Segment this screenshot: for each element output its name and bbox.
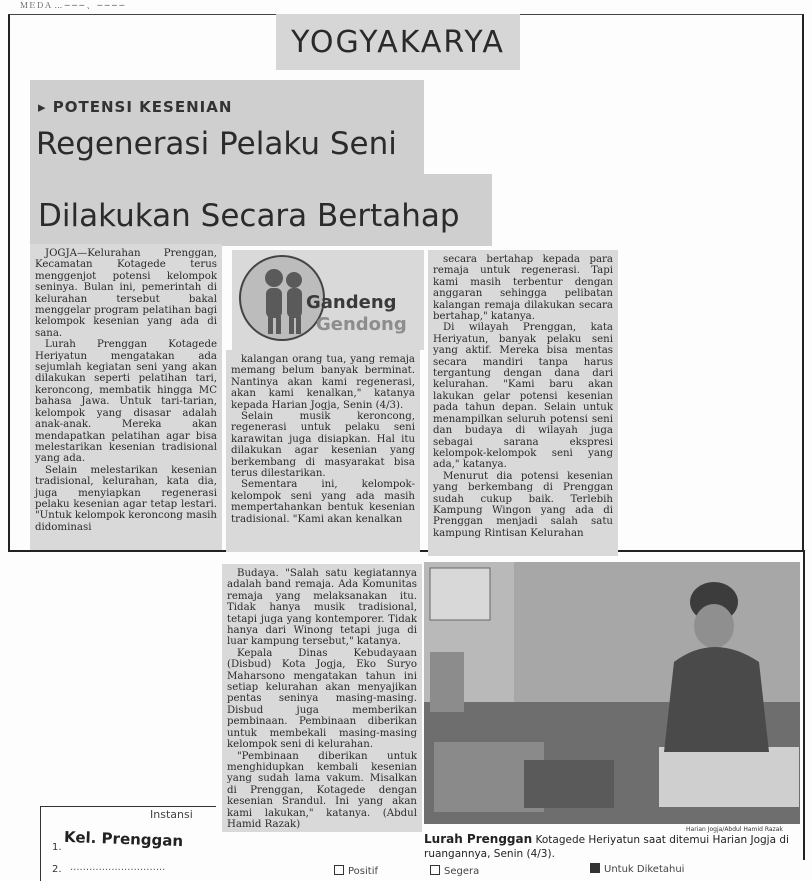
paragraph: "Pembinaan diberikan untuk menghidupkan kembali kesenian yang sudah lama vakum. Misalkan di Prenggan, Kotagede dengan kesenian Srandul. Ini yang akan kami lakukan," katanya. (Abdul Hamid Razak) (227, 750, 417, 830)
paragraph: Selain melestarikan kesenian tradisional, kelurahan, kata dia, juga menyiapkan regenerasi pelaku kesenian agar tetap lestari. "Untuk kelompok keroncong masih didominasi (35, 464, 217, 533)
option-segera[interactable]: Segera (430, 865, 479, 877)
paragraph: Budaya. "Salah satu kegiatannya adalah band remaja. Ada Komunitas remaja yang melaksanakan itu. Tidak hanya musik tradisional, tetapi juga yang kontemporer. Tidak hanya dari Winong tetapi juga di luar kampung tersebut," katanya. (227, 568, 417, 648)
headline-line-2: Dilakukan Secara Bertahap (30, 174, 492, 246)
paragraph: secara bertahap kepada para remaja untuk regenerasi. Tapi kami masih terbentur dengan anggaran sehingga pelibatan kalangan remaja dilakukan secara bertahap," katanya. (433, 254, 613, 323)
checkbox-icon[interactable] (334, 865, 344, 875)
photo-credit: Harian Jogja/Abdul Hamid Razak (686, 826, 783, 833)
article-photo (424, 562, 800, 824)
office-scene-image (424, 562, 800, 824)
article-column-1 (30, 244, 222, 550)
form-divider (40, 806, 216, 807)
checkbox-icon[interactable] (430, 865, 440, 875)
paragraph: Menurut dia potensi kesenian yang berkembang di Prenggan sudah cukup baik. Terlebih Kampung Wingon yang ada di Prenggan menjadi salah satu kampung Rintisan Kelurahan (433, 470, 613, 539)
option-positif[interactable]: Positif (334, 865, 378, 877)
masthead: YOGYAKARYA (276, 14, 520, 70)
kicker-text: POTENSI KESENIAN (52, 98, 233, 116)
checkbox-checked-icon[interactable] (590, 863, 600, 873)
paragraph: Kepala Dinas Kebudayaan (Disbud) Kota Jogja, Eko Suryo Maharsono mengatakan tahun ini setiap kelurahan akan menyajikan pentas seninya masing-masing. Disbud juga memberikan pembinaan. Pembinaan diberikan untuk membekali masing-masing kelompok seni di kelurahan. (227, 647, 417, 751)
section-kicker: ▸ POTENSI KESENIAN (30, 80, 424, 118)
top-scribble: ＭＥＤＡ ... ─ ─ ─ 、 ─ ─ ─ ─ (20, 1, 125, 10)
row-2-blank: .............................. (70, 862, 166, 873)
caption-name: Lurah Prenggan (424, 832, 533, 846)
caption-text: Kotagede Heriyatun saat ditemui Harian Jogja di ruangannya, Senin (4/3). (424, 834, 789, 860)
paragraph: Selain musik keroncong, regenerasi untuk pelaku seni karawitan juga disiapkan. Hal itu dilakukan agar kesenian yang berkembang di masyarakat bisa terus dilestarikan. (231, 411, 415, 480)
paragraph: JOGJA—Kelurahan Prenggan, Kecamatan Kotagede terus menggenjot potensi kelompok seninya. Bulan ini, pemerintah di kelurahan tersebut bakal menggelar program pelatihan bagi kelompok kesenian yang ada di sana. (35, 248, 217, 339)
row-number-1: 1. (52, 842, 62, 853)
paragraph: kalangan orang tua, yang remaja memang belum banyak berminat. Nantinya akan kami regenerasi, akan kami kenalkan," katanya kepada Harian Jogja, Senin (4/3). (231, 354, 415, 411)
handwritten-institution: Kel. Prenggan (63, 827, 184, 851)
headline-line-1: Regenerasi Pelaku Seni (30, 118, 424, 174)
form-left-border (40, 806, 41, 881)
row-number-2: 2. (52, 864, 62, 875)
article-column-3 (428, 250, 618, 556)
instansi-label: Instansi (150, 808, 193, 821)
paragraph: Di wilayah Prenggan, kata Heriyatun, banyak pelaku seni yang aktif. Mereka bisa mentas secara mandiri tanpa harus tergantung dengan dana dari kelurahan. "Kami baru akan lakukan gelar potensi kesenian pada tahun depan. Selain untuk menampilkan seluruh potensi seni dan budaya di wilayah juga sebagai sarana ekspresi kelompok-kelompok seni yang ada," katanya. (433, 322, 613, 471)
paragraph: Sementara ini, kelompok-kelompok seni yang ada masih mempertahankan bentuk kesenian tradisional. "Kami akan kenalkan (231, 479, 415, 525)
photo-caption (424, 832, 804, 861)
article-column-2 (226, 350, 420, 552)
article-column-4 (222, 564, 422, 832)
paragraph: Lurah Prenggan Kotagede Heriyatun mengatakan ada sejumlah kegiatan seni yang akan dilakukan seperti pelatihan tari, keroncong, membatik hingga MC bahasa Jawa. Untuk tari-tarian, kelompok yang disasar adalah anak-anak. Mereka akan mendapatkan pelatihan agar bisa melestarikan kesenian tradisional yang ada. (35, 339, 217, 465)
logo-word-gendong: Gendong (316, 314, 407, 335)
option-untuk-diketahui[interactable]: Untuk Diketahui (590, 863, 684, 875)
logo-word-gandeng: Gandeng (306, 292, 397, 313)
